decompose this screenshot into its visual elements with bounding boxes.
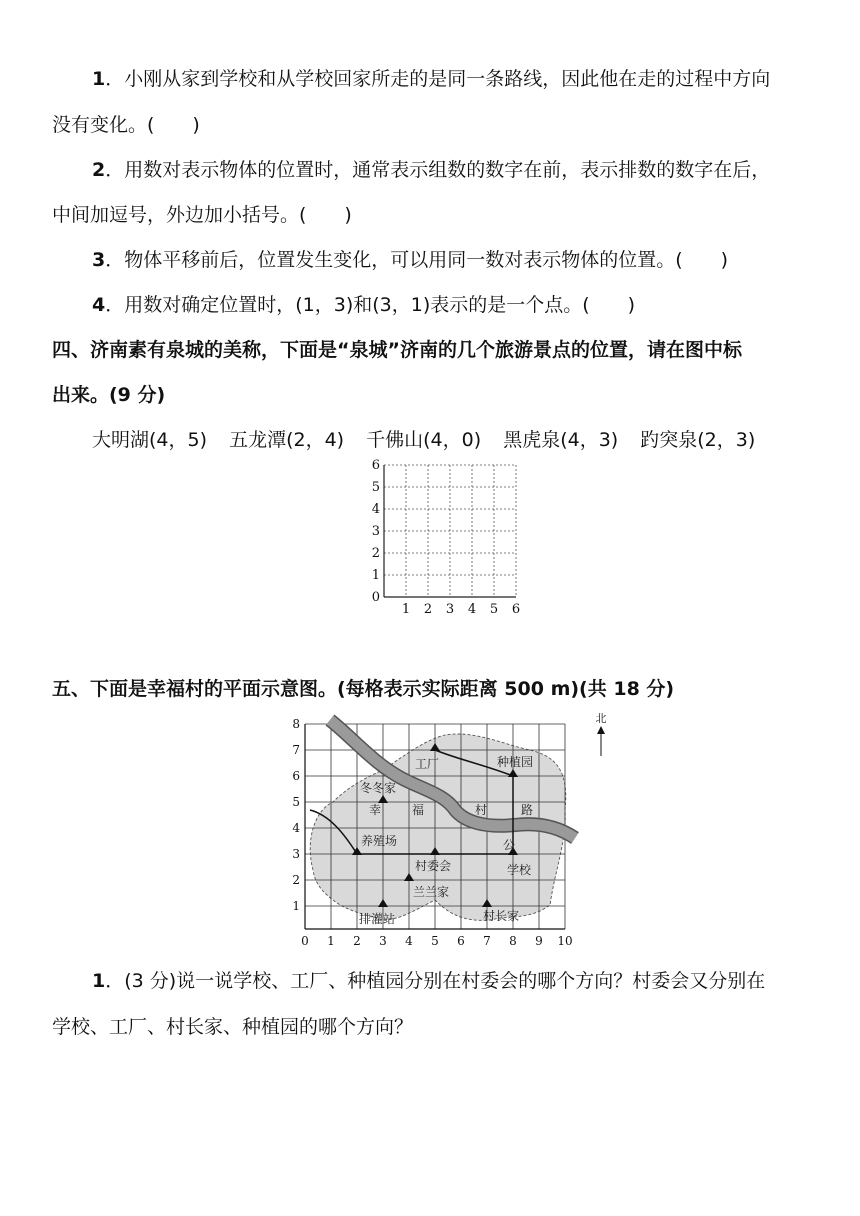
label-factory: 工厂 bbox=[415, 757, 440, 771]
map-y-tick: 4 bbox=[292, 821, 300, 835]
grid-y-tick: 5 bbox=[371, 480, 380, 495]
item-2-line-a bbox=[92, 155, 770, 182]
map-y-tick: 3 bbox=[292, 847, 300, 861]
item-1-line-a bbox=[92, 64, 770, 91]
map-y-tick: 5 bbox=[292, 795, 300, 809]
north-label: 北 bbox=[595, 712, 607, 725]
grid-x-tick: 4 bbox=[467, 602, 477, 617]
item-1-text-b: 没有变化。( ) bbox=[52, 114, 200, 136]
q1-number: 1 bbox=[92, 970, 106, 992]
section4-title-a: 四、济南素有泉城的美称，下面是“泉城”济南的几个旅游景点的位置，请在图中标 bbox=[52, 339, 742, 361]
map-x-tick: 1 bbox=[327, 934, 335, 948]
label-fu: 福 bbox=[412, 803, 425, 817]
label-xing: 幸 bbox=[369, 803, 382, 817]
grid-x-tick: 6 bbox=[511, 602, 521, 617]
map-x-tick: 4 bbox=[405, 934, 413, 948]
place-daminghu: 大明湖(4，5) bbox=[92, 429, 208, 451]
item-1-text-a: ．小刚从家到学校和从学校回家所走的是同一条路线，因此他在走的过程中方向 bbox=[105, 68, 771, 90]
section5-q1-text-b: 学校、工厂、村长家、种植园的哪个方向？ bbox=[52, 1016, 414, 1038]
item-4-line bbox=[92, 290, 635, 317]
item-4-number: 4 bbox=[92, 294, 106, 316]
label-garden: 种植园 bbox=[497, 755, 534, 769]
item-2-text-a: ．用数对表示物体的位置时，通常表示组数的数字在前，表示排数的数字在后， bbox=[105, 159, 771, 181]
label-gong: 公 bbox=[503, 838, 516, 852]
item-2-text-b: 中间加逗号，外边加小括号。( ) bbox=[52, 204, 352, 226]
label-chief: 村长家 bbox=[483, 909, 520, 923]
coordinate-grid bbox=[362, 455, 532, 620]
section5-title: 五、下面是幸福村的平面示意图。(每格表示实际距离 500 m)(共 18 分) bbox=[52, 678, 675, 700]
north-arrowhead-icon bbox=[597, 726, 605, 734]
grid-y-tick: 2 bbox=[371, 546, 380, 561]
item-1-number: 1 bbox=[92, 68, 106, 90]
map-x-tick: 10 bbox=[557, 934, 573, 948]
map-y-tick: 7 bbox=[292, 743, 300, 757]
map-x-tick: 9 bbox=[535, 934, 543, 948]
map-y-tick: 2 bbox=[292, 873, 300, 887]
item-3-line bbox=[92, 245, 728, 272]
grid-y-tick: 3 bbox=[371, 524, 380, 539]
place-baotuquan: 趵突泉(2，3) bbox=[640, 429, 756, 451]
map-x-tick: 3 bbox=[379, 934, 387, 948]
item-2-number: 2 bbox=[92, 159, 106, 181]
label-farm: 养殖场 bbox=[361, 834, 398, 848]
map-y-tick: 1 bbox=[292, 899, 300, 913]
map-y-tick: 6 bbox=[292, 769, 300, 783]
section4-title-b: 出来。(9 分) bbox=[52, 384, 166, 406]
label-lanlan: 兰兰家 bbox=[413, 885, 450, 899]
item-4-text: ．用数对确定位置时，(1，3)和(3，1)表示的是一个点。( ) bbox=[105, 294, 636, 316]
label-station: 排灌站 bbox=[359, 912, 396, 926]
place-heihuquan: 黑虎泉(4，3) bbox=[503, 429, 619, 451]
label-dongdong: 冬冬家 bbox=[360, 781, 397, 795]
grid-y-tick: 0 bbox=[371, 590, 380, 605]
q1-text-a: ．(3 分)说一说学校、工厂、种植园分别在村委会的哪个方向？村委会又分别在 bbox=[105, 970, 766, 992]
grid-x-tick: 2 bbox=[423, 602, 433, 617]
label-cun: 村 bbox=[475, 803, 488, 817]
label-lu: 路 bbox=[521, 803, 534, 817]
village-map bbox=[285, 710, 630, 955]
map-x-tick: 0 bbox=[301, 934, 309, 948]
map-x-tick: 5 bbox=[431, 934, 439, 948]
map-x-tick: 8 bbox=[509, 934, 517, 948]
map-x-tick: 6 bbox=[457, 934, 465, 948]
item-3-number: 3 bbox=[92, 249, 106, 271]
grid-x-tick: 1 bbox=[401, 602, 411, 617]
map-x-tick: 2 bbox=[353, 934, 361, 948]
place-qianfoshan: 千佛山(4，0) bbox=[366, 429, 482, 451]
map-y-tick: 8 bbox=[292, 717, 300, 731]
grid-x-tick: 5 bbox=[489, 602, 499, 617]
grid-x-tick: 3 bbox=[445, 602, 455, 617]
label-committee: 村委会 bbox=[415, 859, 452, 873]
label-school: 学校 bbox=[507, 863, 532, 877]
place-wulongtan: 五龙潭(2，4) bbox=[229, 429, 345, 451]
places-list bbox=[92, 425, 771, 452]
grid-y-tick: 1 bbox=[371, 568, 380, 583]
map-x-tick: 7 bbox=[483, 934, 491, 948]
section5-q1-line-a bbox=[92, 966, 765, 993]
grid-y-tick: 6 bbox=[371, 458, 380, 473]
grid-y-tick: 4 bbox=[371, 502, 380, 517]
item-3-text: ．物体平移前后，位置发生变化，可以用同一数对表示物体的位置。( ) bbox=[105, 249, 729, 271]
